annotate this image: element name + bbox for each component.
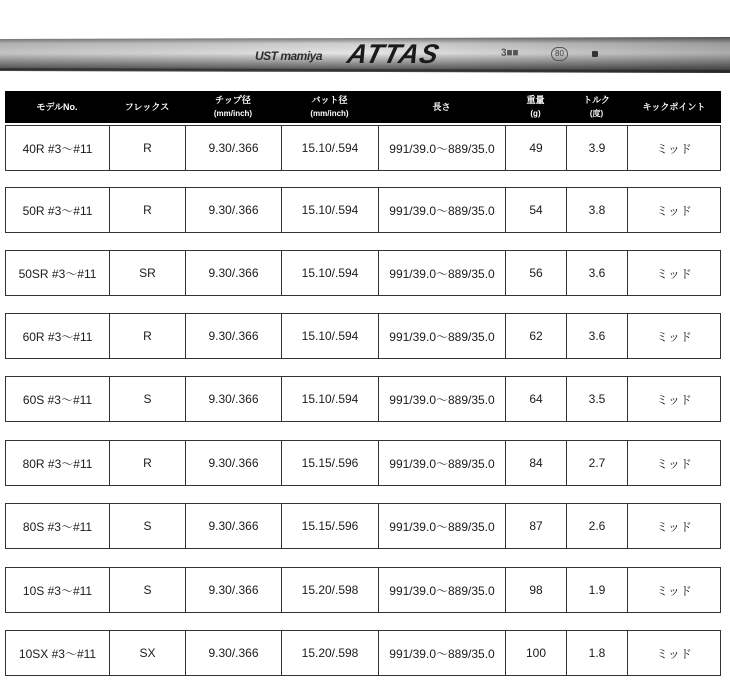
header-unit: (mm/inch)	[213, 109, 253, 118]
cell-tip-diameter: 9.30/.366	[186, 568, 282, 612]
cell-flex: S	[110, 377, 186, 421]
cell-tip-diameter: 9.30/.366	[186, 251, 282, 295]
cell-butt-diameter: 15.15/.596	[282, 441, 379, 485]
cell-weight: 49	[506, 126, 567, 170]
cell-model-no: 50R #3～#11	[6, 188, 110, 232]
cell-model-no: 50SR #3～#11	[6, 251, 110, 295]
header-unit: (mm/inch)	[310, 109, 349, 118]
header-label: フレックス	[124, 102, 170, 112]
cell-torque: 3.9	[567, 126, 628, 170]
attas-logo: ATTAS	[344, 39, 443, 69]
cell-torque: 3.5	[567, 377, 628, 421]
table-row	[5, 187, 721, 233]
header-label: キックポイント	[642, 102, 706, 112]
cell-kick-point: ミッド	[656, 392, 692, 407]
cell-flex: SR	[110, 251, 186, 295]
cell-flex: R	[110, 441, 186, 485]
cell-weight: 62	[506, 314, 567, 358]
header-kick-point	[627, 91, 721, 123]
cell-length: 991/39.0～889/35.0	[379, 188, 506, 232]
cell-kick-point: ミッド	[656, 329, 692, 344]
cell-tip-diameter: 9.30/.366	[186, 441, 282, 485]
cell-weight: 87	[506, 504, 567, 548]
cell-kick-point: ミッド	[656, 519, 692, 534]
cell-kick-point: ミッド	[656, 266, 692, 281]
table-row	[5, 125, 721, 171]
cell-weight: 98	[506, 568, 567, 612]
header-label: チップ径	[215, 95, 251, 105]
header-label: 重量	[526, 95, 545, 105]
cell-torque: 3.6	[567, 314, 628, 358]
cell-weight: 54	[506, 188, 567, 232]
cell-model-no: 60S #3～#11	[6, 377, 110, 421]
table-row	[5, 250, 721, 296]
cell-length: 991/39.0～889/35.0	[379, 377, 506, 421]
cell-weight: 64	[506, 377, 567, 421]
cell-tip-diameter: 9.30/.366	[186, 631, 282, 675]
table-row	[5, 630, 721, 676]
cell-butt-diameter: 15.10/.594	[282, 126, 379, 170]
header-unit: (度)	[589, 109, 604, 118]
shaft-number-badge: 80	[551, 47, 568, 61]
header-length	[378, 91, 505, 123]
cell-torque: 1.8	[567, 631, 628, 675]
header-label: モデルNo.	[36, 102, 78, 112]
cell-flex: R	[110, 314, 186, 358]
cell-length: 991/39.0～889/35.0	[379, 631, 506, 675]
cell-weight: 56	[506, 251, 567, 295]
cell-length: 991/39.0～889/35.0	[379, 126, 506, 170]
cell-butt-diameter: 15.10/.594	[282, 377, 379, 421]
header-model-no	[5, 91, 109, 123]
cell-weight: 100	[506, 631, 567, 675]
header-label: バット径	[311, 95, 348, 105]
table-row	[5, 503, 721, 549]
header-unit: (g)	[530, 109, 541, 118]
header-flex	[109, 91, 185, 123]
shaft-code: 3■■	[500, 47, 519, 59]
cell-tip-diameter: 9.30/.366	[186, 188, 282, 232]
spec-table-header	[5, 91, 721, 123]
header-label: 長さ	[432, 102, 451, 112]
cell-length: 991/39.0～889/35.0	[379, 314, 506, 358]
cell-kick-point: ミッド	[656, 646, 692, 661]
cell-tip-diameter: 9.30/.366	[186, 314, 282, 358]
cell-tip-diameter: 9.30/.366	[186, 504, 282, 548]
cell-length: 991/39.0～889/35.0	[379, 251, 506, 295]
cell-torque: 1.9	[567, 568, 628, 612]
cell-butt-diameter: 15.15/.596	[282, 504, 379, 548]
cell-kick-point: ミッド	[656, 203, 692, 218]
cell-flex: S	[110, 504, 186, 548]
cell-butt-diameter: 15.10/.594	[282, 188, 379, 232]
cell-torque: 3.6	[567, 251, 628, 295]
header-tip-diameter	[185, 91, 281, 123]
cell-kick-point: ミッド	[656, 456, 692, 471]
shaft-banner	[0, 36, 730, 74]
cell-length: 991/39.0～889/35.0	[379, 504, 506, 548]
cell-butt-diameter: 15.20/.598	[282, 631, 379, 675]
table-row	[5, 313, 721, 359]
header-butt-diameter	[281, 91, 378, 123]
table-row	[5, 376, 721, 422]
cell-model-no: 10S #3～#11	[6, 568, 110, 612]
cell-model-no: 60R #3～#11	[6, 314, 110, 358]
cell-torque: 2.6	[567, 504, 628, 548]
cell-length: 991/39.0～889/35.0	[379, 568, 506, 612]
cell-torque: 3.8	[567, 188, 628, 232]
cell-butt-diameter: 15.10/.594	[282, 251, 379, 295]
cell-flex: SX	[110, 631, 186, 675]
cell-model-no: 40R #3～#11	[6, 126, 110, 170]
brand-text: UST mamiya	[255, 49, 323, 63]
shaft-mark-icon	[592, 51, 598, 57]
cell-kick-point: ミッド	[656, 583, 692, 598]
header-weight	[505, 91, 566, 123]
cell-tip-diameter: 9.30/.366	[186, 126, 282, 170]
cell-flex: R	[110, 188, 186, 232]
cell-model-no: 10SX #3～#11	[6, 631, 110, 675]
cell-weight: 84	[506, 441, 567, 485]
table-row	[5, 440, 721, 486]
cell-kick-point: ミッド	[656, 141, 692, 156]
cell-model-no: 80R #3～#11	[6, 441, 110, 485]
cell-butt-diameter: 15.20/.598	[282, 568, 379, 612]
cell-flex: R	[110, 126, 186, 170]
cell-length: 991/39.0～889/35.0	[379, 441, 506, 485]
header-torque	[566, 91, 627, 123]
cell-flex: S	[110, 568, 186, 612]
cell-butt-diameter: 15.10/.594	[282, 314, 379, 358]
table-row	[5, 567, 721, 613]
cell-model-no: 80S #3～#11	[6, 504, 110, 548]
header-label: トルク	[583, 95, 610, 105]
cell-torque: 2.7	[567, 441, 628, 485]
cell-tip-diameter: 9.30/.366	[186, 377, 282, 421]
